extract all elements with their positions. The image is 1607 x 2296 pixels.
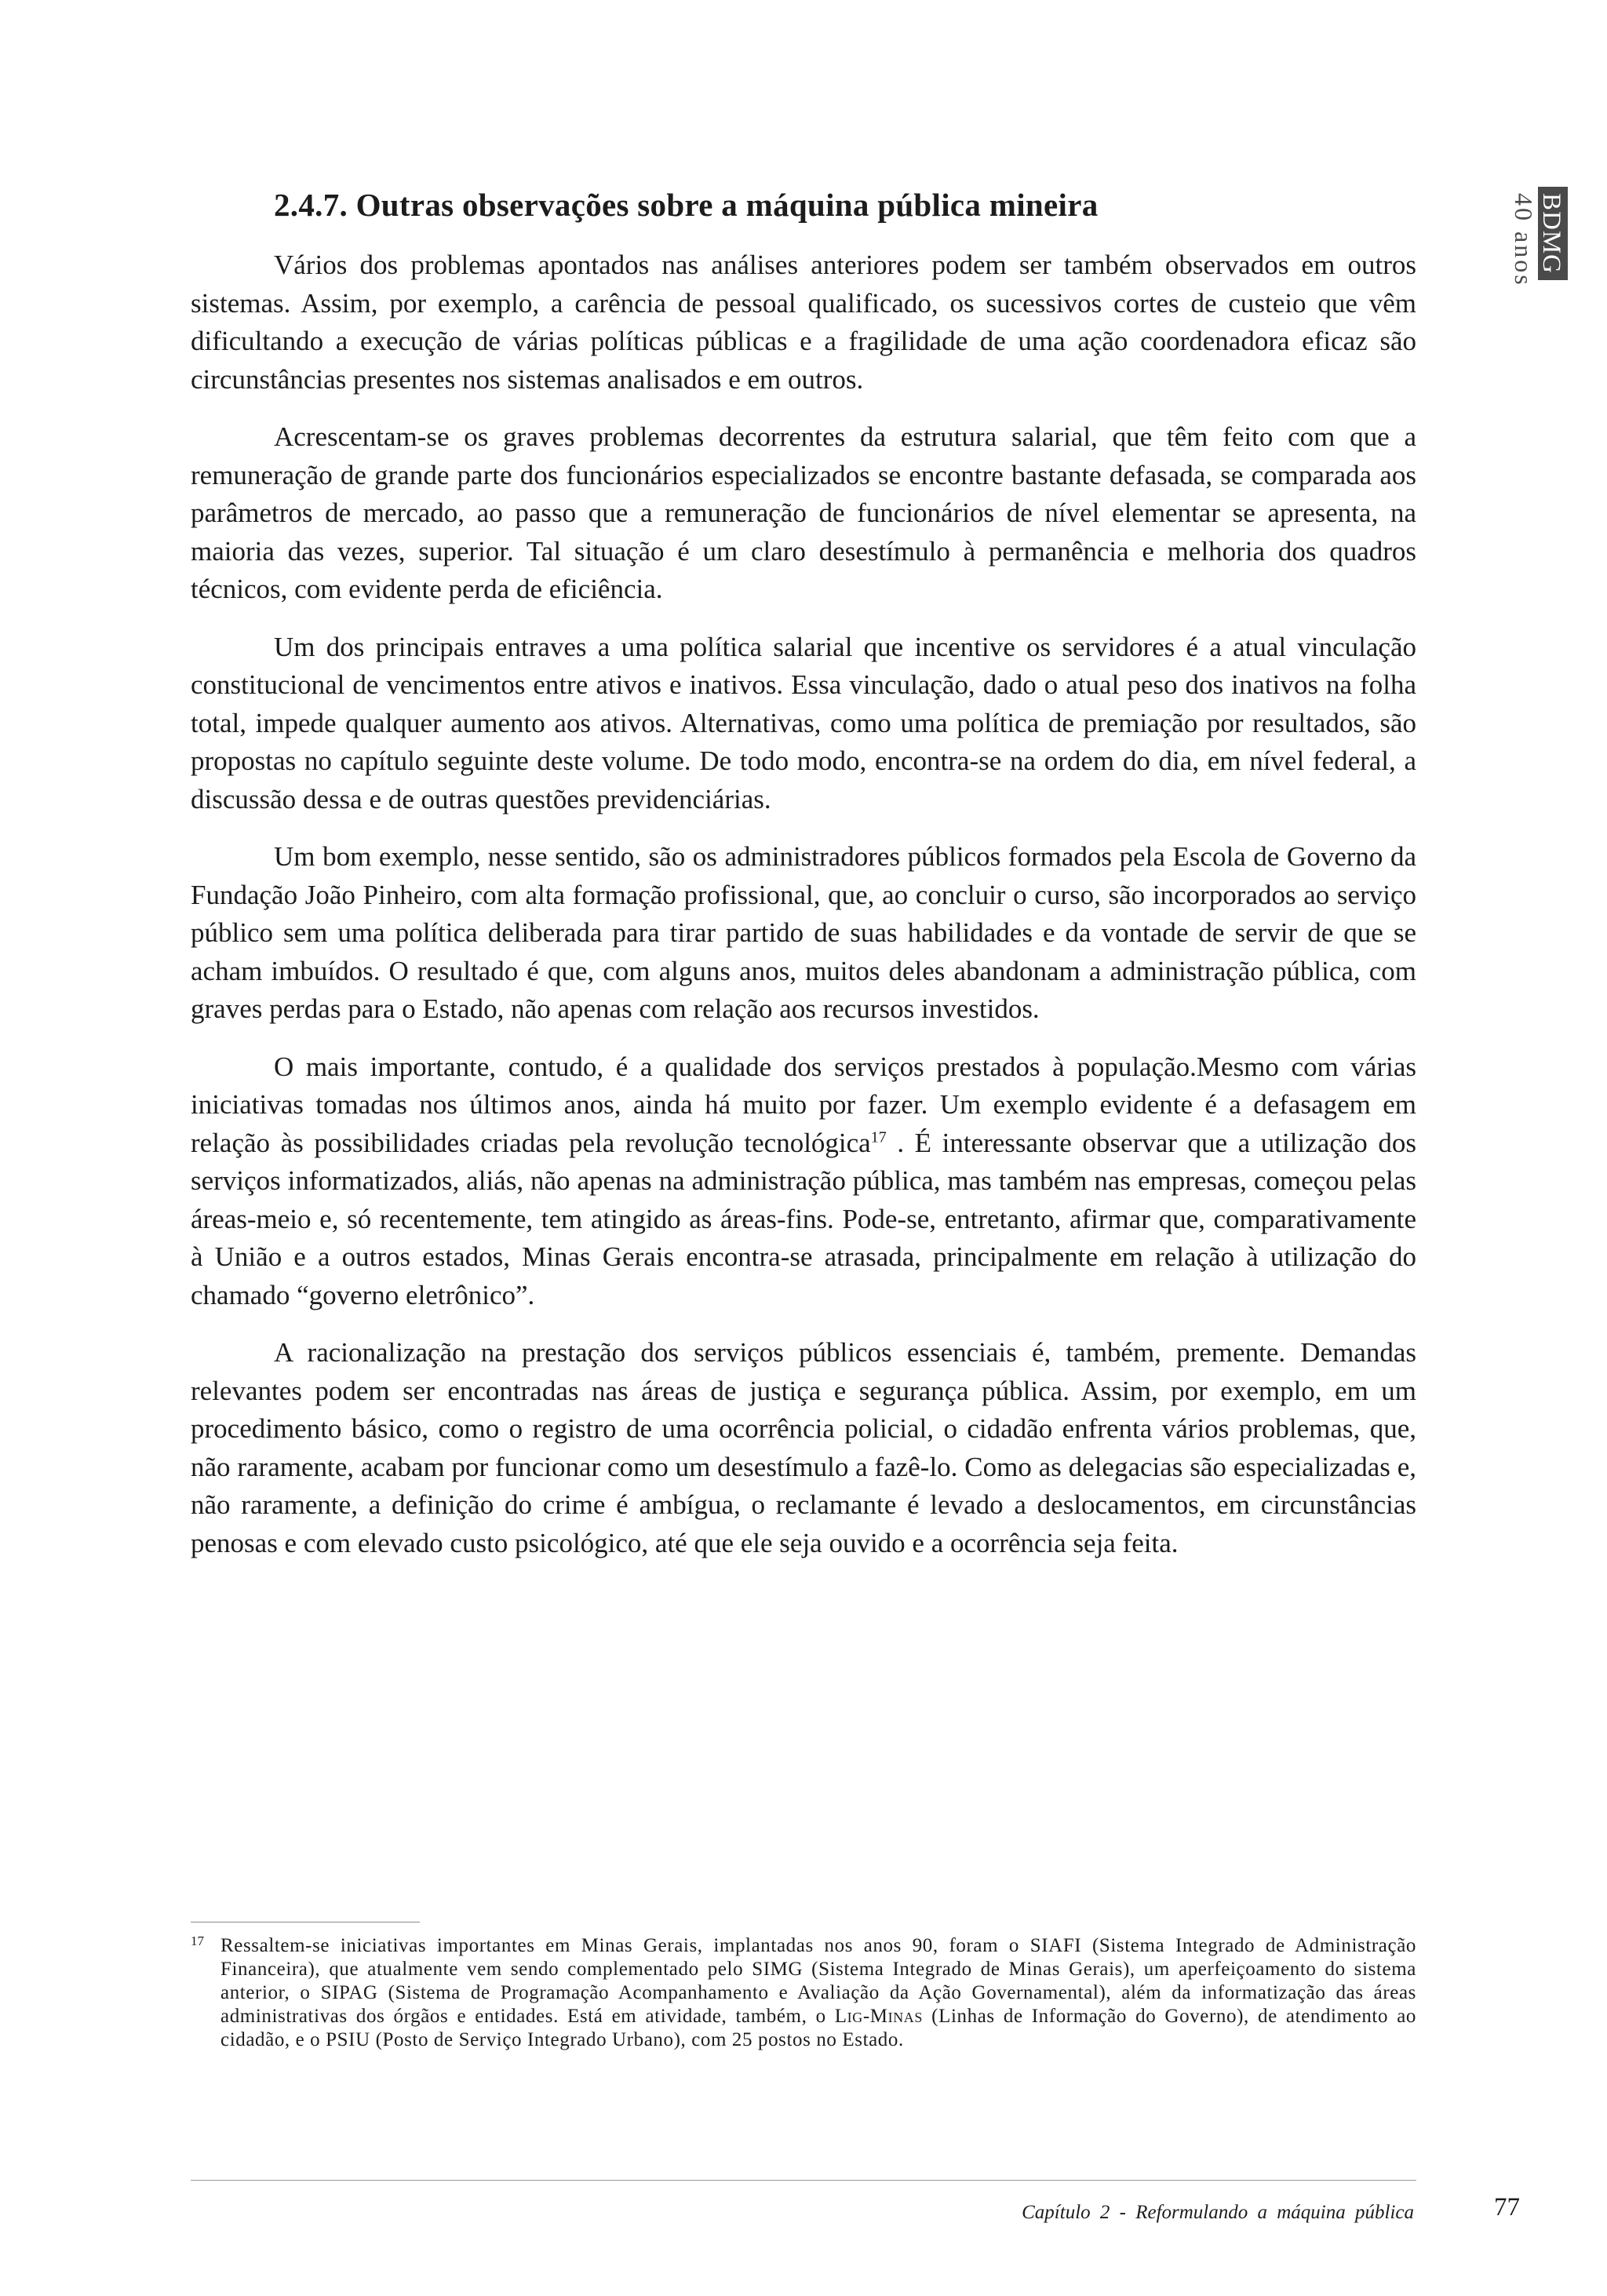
- paragraph-5-text-a: O mais importante, contudo, é a qualidade dos serviços prestados à população.Mesmo com várias iniciativas tomadas nos últimos anos, ainda há muito por fazer. Um exemplo evidente é a defasagem em relação às possibilidades criadas pela revolução tecnológica: [191, 1051, 1416, 1158]
- footnote-text-a: Ressaltem-se iniciativas importantes em Minas Gerais, implantadas nos anos 90, foram o SIAFI (Sistema Integrado de Administração Financeira), que atualmente vem sendo complementado pelo SIMG (Sistema Integrado de Minas Gerais), um aperfeiçoamento do sistema anterior, o SIPAG (Sistema de Programação Acompanhamento e Avaliação da Ação Governamental), além da informatização das áreas administrativas dos órgãos e entidades. Está em atividade, também, o: [220, 1935, 1416, 2027]
- paragraph-1: Vários dos problemas apontados nas análises anteriores podem ser também observados em outros sistemas. Assim, por exemplo, a carência de pessoal qualificado, os sucessivos cortes de custeio que vêm dificultando a execução de várias políticas públicas e a fragilidade de uma ação coordenadora eficaz são circunstâncias presentes nos sistemas analisados e em outros.: [191, 250, 1416, 395]
- footnote-text-b: (Linhas de Informação do Governo), de atendimento ao cidadão, e o PSIU (Posto de Serviço Integrado Urbano), com 25 postos no Estado.: [220, 2006, 1416, 2050]
- side-tab-years: 40 anos: [1510, 193, 1538, 287]
- footnote: [191, 1934, 1416, 2052]
- running-footer: Capítulo 2 - Reformulando a máquina pública: [1022, 2202, 1414, 2223]
- paragraph-6: A racionalização na prestação dos serviços públicos essenciais é, também, premente. Demandas relevantes podem ser encontradas nas áreas de justiça e segurança pública. Assim, por exemplo, em um procedimento básico, como o registro de uma ocorrência policial, o cidadão enfrenta vários problemas, que, não raramente, acabam por funcionar como um desestímulo a fazê-lo. Como as delegacias são especializadas e, não raramente, a definição do crime é ambígua, o reclamante é levado a deslocamentos, em circunstâncias penosas e com elevado custo psicológico, até que ele seja ouvido e a ocorrência seja feita.: [191, 1337, 1416, 1558]
- paragraph-5: [191, 1048, 1416, 1315]
- paragraph-5-text-b: . É interessante observar que a utilização dos serviços informatizados, aliás, não apenas na administração pública, mas também nas empresas, começou pelas áreas-meio e, só recentemente, tem atingido as áreas-fins. Pode-se, entretanto, afirmar que, comparativamente à União e a outros estados, Minas Gerais encontra-se atrasada, principalmente em relação à utilização do chamado “governo eletrônico”.: [191, 1127, 1417, 1310]
- footer-divider: [191, 2180, 1416, 2181]
- side-tab-label: [1505, 187, 1568, 297]
- footnote-number: 17: [191, 1933, 204, 1948]
- footnote-text: [220, 1934, 1416, 2052]
- side-tab-brand: BDMG: [1538, 187, 1568, 280]
- footnote-smallcaps: Lig-Minas: [834, 2006, 924, 2027]
- page-number: 77: [1494, 2193, 1520, 2221]
- section-heading: 2.4.7. Outras observações sobre a máquina pública mineira: [274, 187, 1099, 223]
- paragraph-2: Acrescentam-se os graves problemas decorrentes da estrutura salarial, que têm feito com que a remuneração de grande parte dos funcionários especializados se encontre bastante defasada, se comparada aos parâmetros de mercado, ao passo que a remuneração de funcionários de nível elementar se apresenta, na maioria das vezes, superior. Tal situação é um claro desestímulo à permanência e melhoria dos quadros técnicos, com evidente perda de eficiência.: [191, 421, 1416, 604]
- footnote-reference[interactable]: 17: [870, 1128, 887, 1146]
- paragraph-3: Um dos principais entraves a uma política salarial que incentive os servidores é a atual vinculação constitucional de vencimentos entre ativos e inativos. Essa vinculação, dado o atual peso dos inativos na folha total, impede qualquer aumento aos ativos. Alternativas, como uma política de premiação por resultados, são propostas no capítulo seguinte deste volume. De todo modo, encontra-se na ordem do dia, em nível federal, a discussão dessa e de outras questões previdenciárias.: [191, 631, 1416, 815]
- main-content: [191, 185, 1416, 1582]
- paragraph-4: Um bom exemplo, nesse sentido, são os administradores públicos formados pela Escola de Governo da Fundação João Pinheiro, com alta formação profissional, que, ao concluir o curso, são incorporados ao serviço público sem uma política deliberada para tirar partido de suas habilidades e da vontade de servir de que se acham imbuídos. O resultado é que, com alguns anos, muitos deles abandonam a administração pública, com graves perdas para o Estado, não apenas com relação aos recursos investidos.: [191, 841, 1416, 1024]
